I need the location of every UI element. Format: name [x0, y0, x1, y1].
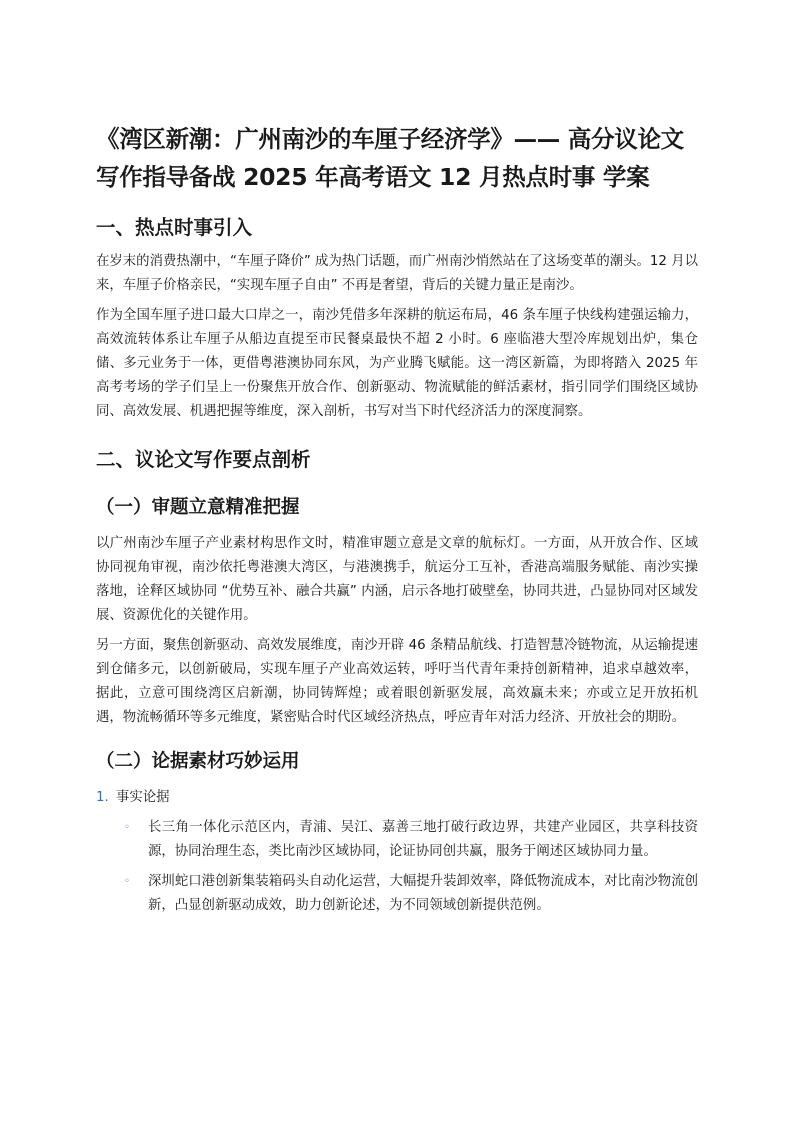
circle-bullet-icon: ◦ [124, 876, 130, 887]
list-label: 事实论据 [116, 790, 170, 805]
subsection-heading-topic-analysis: （一）审题立意精准把握 [96, 497, 300, 518]
circle-bullet-icon: ◦ [124, 822, 130, 833]
section-heading-writing-points: 二、议论文写作要点剖析 [96, 448, 311, 471]
list-item [124, 870, 698, 918]
paragraph: 以广州南沙车厘子产业素材构思作文时，精准审题立意是文章的航标灯。一方面，从开放合作、区域协同视角审视，南沙依托粤港澳大湾区，与港澳携手，航运分工互补，香港高端服务赋能、南沙实操落地，诠释区域协同 “优势互补、融合共赢” 内涵，启示各地打破壁垒，协同共进，凸显协同对区域发展、资源优化的关键作用。 [96, 536, 698, 623]
document-title: 《湾区新潮：广州南沙的车厘子经济学》—— 高分议论文写作指导备战 2025 年高考语文 12 月热点时事 学案 [96, 125, 684, 191]
paragraph: 另一方面，聚焦创新驱动、高效发展维度，南沙开辟 46 条精品航线、打造智慧冷链物流，从运输提速到仓储多元，以创新破局，实现车厘子产业高效运转，呼吁当代青年秉持创新精神，追求卓越效率，据此，立意可围绕湾区启新潮，协同铸辉煌；或着眼创新驱发展，高效赢未来；亦或立足开放拓机遇，物流畅循环等多元维度，紧密贴合时代区域经济热点，呼应青年对活力经济、开放社会的期盼。 [96, 638, 698, 725]
list-item [96, 786, 698, 810]
subsection-heading-evidence: （二）论据素材巧妙运用 [96, 751, 300, 772]
list-number: 1. [96, 790, 109, 805]
bullet-text: 长三角一体化示范区内，青浦、吴江、嘉善三地打破行政边界，共建产业园区，共享科技资源，协同治理生态，类比南沙区域协同，论证协同创共赢，服务于阐述区域协同力量。 [148, 820, 698, 859]
section-heading-hot-topic: 一、热点时事引入 [96, 216, 253, 239]
ordered-list [96, 786, 698, 918]
bullet-text: 深圳蛇口港创新集装箱码头自动化运营，大幅提升装卸效率，降低物流成本，对比南沙物流创新，凸显创新驱动成效，助力创新论述，为不同领域创新提供范例。 [148, 874, 698, 913]
paragraph: 在岁末的消费热潮中，“车厘子降价” 成为热门话题，而广州南沙悄然站在了这场变革的潮头。12 月以来，车厘子价格亲民，“实现车厘子自由” 不再是奢望，背后的关键力量正是南沙。 [96, 254, 698, 293]
bullet-list [124, 816, 698, 918]
paragraph: 作为全国车厘子进口最大口岸之一，南沙凭借多年深耕的航运布局，46 条车厘子快线构建强运输力，高效流转体系让车厘子从船边直提至市民餐桌最快不超 2 小时。6 座临港大型冷库规划出炉，集仓储、多元业务于一体，更借粤港澳协同东风，为产业腾飞赋能。这一湾区新篇，为即将踏入 2025 年高考考场的学子们呈上一份聚焦开放合作、创新驱动、物流赋能的鲜活素材，指引同学们围绕区域协同、高效发展、机遇把握等维度，深入剖析，书写对当下时代经济活力的深度洞察。 [96, 308, 698, 419]
list-item [124, 816, 698, 864]
